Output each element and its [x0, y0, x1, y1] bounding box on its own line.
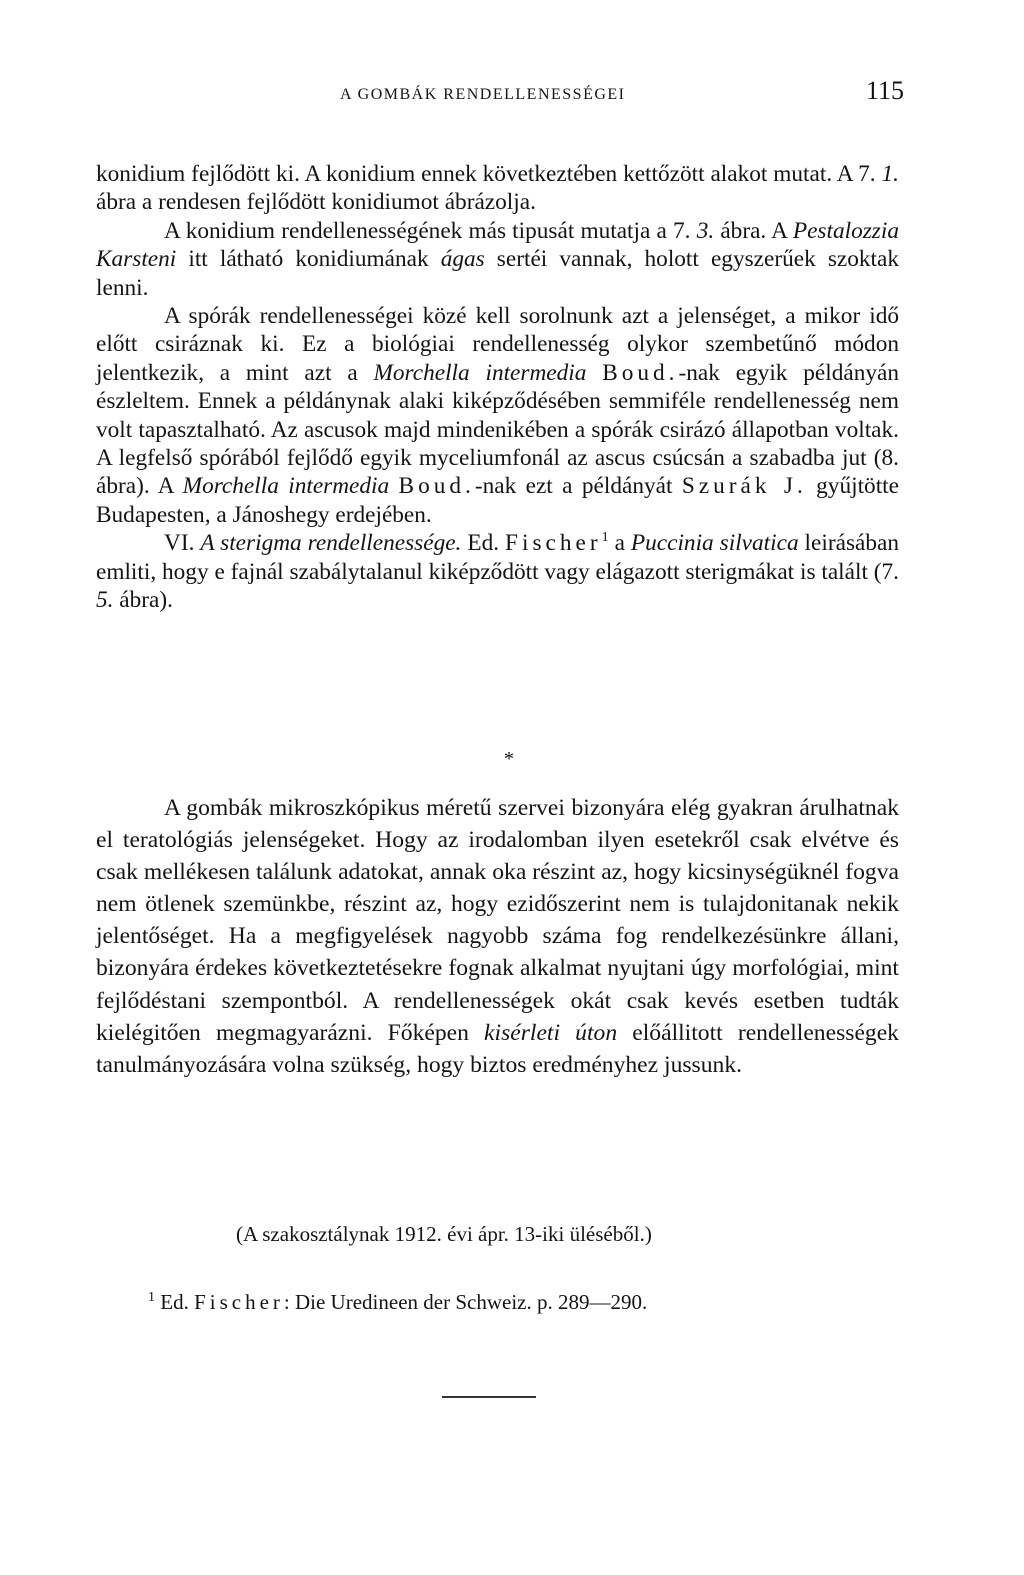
footnote: $^1$ Ed. Fischer: Die Uredineen der Schweiz. p. 289—290. — [148, 1290, 648, 1314]
end-rule — [442, 1396, 536, 1398]
section-conclusion — [96, 792, 899, 1081]
paragraph-konidium-double: konidium fejlődött ki. A konidium ennek következtében kettőzött alakot mutat. A 7. 1. ábra a rendesen fejlődött konidiumot ábrázolja. — [96, 161, 899, 216]
page-number: 115 — [865, 76, 904, 105]
section-teratology-spores — [96, 160, 899, 615]
paragraph-spores: A spórák rendellenességei közé kell sorolnunk azt a jelenséget, a mikor idő előtt csiráznak ki. Ez a biológiai rendellenesség olykor szembetűnő módon jelentkezik, a mint azt a Morchella intermedia Boud.-nak egyik példányán észleltem. Ennek a példánynak alaki kiképződésében semmiféle rendellenesség nem volt tapasztalható. Az ascusok majd mindenikében a spórák csirázó állapotban voltak. A legfelső spórából fejlődő egyik myceliumfonál az ascus csúcsán a szabadba jut (8. ábra). A Morchella intermedia Boud.-nak ezt a példányát Szurák J. gyűjtötte Budapesten, a Jánoshegy erdejében. — [96, 303, 899, 528]
footnote-number: 1 — [148, 1290, 155, 1305]
section-separator: * — [504, 748, 514, 770]
paragraph-sterigma: VI. A sterigma rendellenessége. Ed. Fischer$^1$ a Puccinia silvatica leirásában emliti, hogy e fajnál szabálytalanul kiképződött vagy elágazott sterigmákat is talált (7. 5. ábra). — [96, 530, 899, 614]
paragraph-konidium-type: A konidium rendellenességének más tipusát mutatja a 7. 3. ábra. A Pestalozzia Karsteni itt látható konidiumának ágas sertéi vannak, holott egyszerűek szoktak lenni. — [96, 217, 899, 301]
footnote-marker: 1 — [601, 530, 609, 546]
running-title: A GOMBÁK RENDELLENESSÉGEI — [340, 86, 626, 103]
paragraph-conclusion: A gombák mikroszkópikus méretű szervei bizonyára elég gyakran árulhatnak el teratológiás jelenségeket. Hogy az irodalomban ilyen esetekről csak elvétve és csak mellékesen találunk adatokat, annak oka részint az, hogy kicsinységüknél fogva nem ötlenek szemünkbe, részint az, hogy ezidőszerint nem is tulajdonitanak nekik jelentőséget. Ha a megfigyelések nagyobb száma fog rendelkezésünkre állani, bizonyára érdekes következtetésekre fognak alkalmat nyujtani úgy morfológiai, mint fejlődéstani szempontból. A rendellenességek okát csak kevés esetben tudták kielégitően megmagyarázni. Főképen kisérleti úton előállitott rendellenességek tanulmányozására volna szükség, hogy biztos eredményhez jussunk. — [96, 795, 899, 1078]
session-note: (A szakosztálynak 1912. évi ápr. 13-iki üléséből.) — [236, 1222, 652, 1246]
